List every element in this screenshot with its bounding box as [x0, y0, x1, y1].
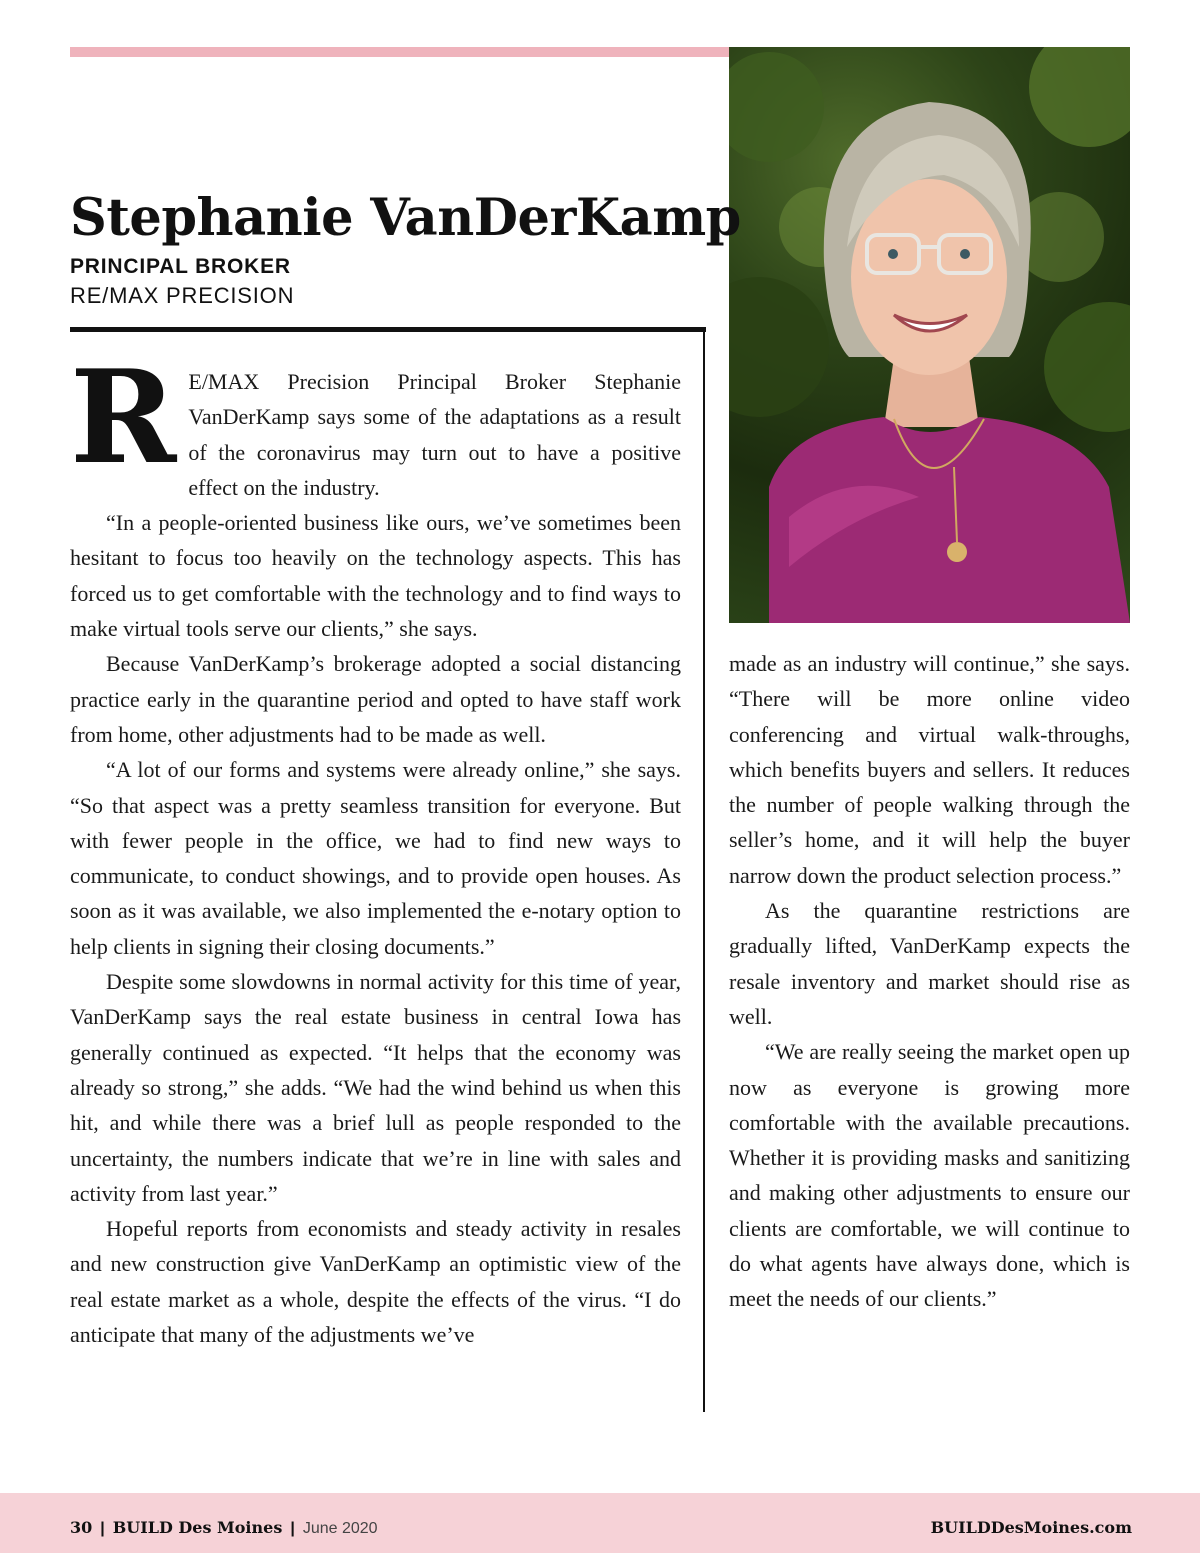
- drop-cap: R: [70, 343, 177, 493]
- footer-separator: |: [290, 1520, 295, 1537]
- portrait-photo: [729, 47, 1130, 623]
- page-title: Stephanie VanDerKamp: [70, 188, 741, 248]
- company-name: RE/MAX PRECISION: [70, 283, 295, 308]
- article-paragraph: “We are really seeing the market open up now as everyone is growing more comfortable with the available precautions. Whether it is providing masks and sanitizing and making other adjustments to ensure our clients are comfortable, we will continue to do what agents have always done, which is meet the needs of our clients.”: [729, 1039, 1130, 1312]
- article-paragraph: As the quarantine restrictions are gradually lifted, VanDerKamp expects the resale inventory and market should rise as well.: [729, 898, 1130, 1029]
- top-accent-rule: [70, 47, 730, 57]
- article-paragraph: “In a people-oriented business like ours, we’ve sometimes been hesitant to focus too heavily on the technology aspects. This has forced us to get comfortable with the technology and to find ways to make virtual tools serve our clients,” she says.: [70, 510, 681, 642]
- column-divider: [703, 330, 705, 1412]
- page-footer: [0, 1493, 1200, 1553]
- footer-folio: [70, 1518, 378, 1538]
- article-paragraph: Despite some slowdowns in normal activity for this time of year, VanDerKamp says the real estate business in central Iowa has generally continued as expected. “It helps that the economy was already so strong,” she adds. “We had the wind behind us when this hit, and while there was a brief lull as people responded to the uncertainty, the numbers indicate that we’re in line with sales and activity from last year.”: [70, 969, 681, 1206]
- article-paragraph: “A lot of our forms and systems were already online,” she says. “So that aspect was a pretty seamless transition for everyone. But with fewer people in the office, we had to find new ways to communicate, to conduct showings, and to provide open houses. As soon as it was available, we also implemented the e-notary option to help clients in signing their closing documents.”: [70, 757, 681, 959]
- footer-separator: |: [100, 1520, 105, 1537]
- publication-name: BUILD Des Moines: [112, 1518, 283, 1537]
- job-title: PRINCIPAL BROKER: [70, 255, 291, 278]
- page-number: 30: [70, 1518, 93, 1537]
- heading-divider: [70, 327, 706, 332]
- article-column-right: [729, 646, 1130, 1317]
- website-link[interactable]: BUILDDesMoines.com: [930, 1518, 1132, 1537]
- article-paragraph: Hopeful reports from economists and steady activity in resales and new construction give VanDerKamp an optimistic view of the real estate market as a whole, despite the effects of the virus. “I do anticipate that many of the adjustments we’ve: [70, 1216, 681, 1348]
- article-paragraph: R E/MAX Precision Principal Broker Stephanie VanDerKamp says some of the adaptations as a result of the coronavirus may turn out to have a positive effect on the industry.: [70, 343, 681, 500]
- article-column-left: [70, 343, 681, 1352]
- article-paragraph: Because VanDerKamp’s brokerage adopted a social distancing practice early in the quarantine period and opted to have staff work from home, other adjustments had to be made as well.: [70, 651, 681, 747]
- portrait-illustration: [729, 47, 1130, 623]
- issue-date: June 2020: [302, 1520, 378, 1537]
- article-paragraph: made as an industry will continue,” she says. “There will be more online video conferencing and virtual walk-throughs, which benefits buyers and sellers. It reduces the number of people walking through the seller’s home, and it will help the buyer narrow down the product selection process.”: [729, 651, 1130, 888]
